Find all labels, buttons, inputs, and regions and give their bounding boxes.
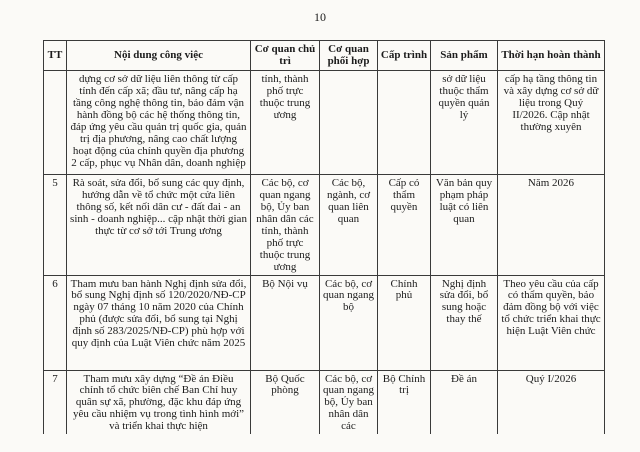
table-header-row [44,41,605,71]
cell-cap-trinh [378,70,431,174]
column-header-noi-dung: Nội dung công việc [67,41,251,71]
column-header-tt: TT [44,41,67,71]
table-body [44,70,605,434]
column-header-phoi-hop: Cơ quan phối hợp [320,41,378,71]
cell-thoi-han: cấp hạ tầng thông tin và xây dựng cơ sở dữ liệu trong Quý II/2026. Cập nhật thường xuyên [498,70,605,174]
cell-noi-dung: Tham mưu xây dựng “Đề án Điều chỉnh tổ chức biên chế Ban Chỉ huy quân sự xã, phường, đặc khu đáp ứng yêu cầu nhiệm vụ trong tình hình mới” và triển khai thực hiện [67,370,251,434]
work-plan-table [43,40,605,434]
cell-phoi-hop [320,70,378,174]
cell-san-pham: Văn bản quy phạm pháp luật có liên quan [431,174,498,275]
column-header-thoi-han: Thời hạn hoàn thành [498,41,605,71]
cell-phoi-hop: Các bộ, ngành, cơ quan liên quan [320,174,378,275]
cell-san-pham: Nghị định sửa đổi, bổ sung hoặc thay thế [431,275,498,370]
cell-noi-dung: dựng cơ sở dữ liệu liên thông từ cấp tỉnh đến cấp xã; đầu tư, nâng cấp hạ tầng công nghệ thông tin, bảo đảm vận hành đồng bộ các hệ thống thông tin, đáp ứng yêu cầu quản trị quốc gia, quản trị địa phương, nâng cao chất lượng hoạt động của chính quyền địa phương 2 cấp, phục vụ Nhân dân, doanh nghiệp [67,70,251,174]
cell-tt: 7 [44,370,67,434]
table-row [44,370,605,434]
cell-chu-tri: Các bộ, cơ quan ngang bộ, Ủy ban nhân dân các tỉnh, thành phố trực thuộc trung ương [251,174,320,275]
table-row [44,70,605,174]
cell-san-pham: sở dữ liệu thuộc thẩm quyền quản lý [431,70,498,174]
cell-cap-trinh: Chính phủ [378,275,431,370]
cell-thoi-han: Năm 2026 [498,174,605,275]
cell-cap-trinh: Cấp có thẩm quyền [378,174,431,275]
table-row [44,275,605,370]
cell-noi-dung: Tham mưu ban hành Nghị định sửa đổi, bổ sung Nghị định số 120/2020/NĐ-CP ngày 07 tháng 10 năm 2020 của Chính phủ (được sửa đổi, bổ sung tại Nghị định số 283/2025/NĐ-CP) phù hợp với quy định của Luật Viên chức năm 2025 [67,275,251,370]
cell-chu-tri: tỉnh, thành phố trực thuộc trung ương [251,70,320,174]
cell-san-pham: Đề án [431,370,498,434]
cell-phoi-hop: Các bộ, cơ quan ngang bộ [320,275,378,370]
column-header-san-pham: Sản phẩm [431,41,498,71]
cell-noi-dung: Rà soát, sửa đổi, bổ sung các quy định, hướng dẫn về tổ chức một cửa liên thông số, kết nối dân cư - đất đai - an sinh - doanh nghiệp... cập nhật thời gian thực từ cơ sở tới Trung ương [67,174,251,275]
cell-thoi-han: Quý I/2026 [498,370,605,434]
cell-tt [44,70,67,174]
cell-tt: 5 [44,174,67,275]
cell-thoi-han: Theo yêu cầu của cấp có thẩm quyền, bảo đảm đồng bộ với việc tổ chức triển khai thực hiện Luật Viên chức [498,275,605,370]
page-number: 10 [314,10,326,24]
cell-chu-tri: Bộ Nội vụ [251,275,320,370]
column-header-cap-trinh: Cấp trình [378,41,431,71]
table-row [44,174,605,275]
column-header-chu-tri: Cơ quan chủ trì [251,41,320,71]
cell-phoi-hop: Các bộ, cơ quan ngang bộ, Ủy ban nhân dân các [320,370,378,434]
cell-tt: 6 [44,275,67,370]
cell-cap-trinh: Bộ Chính trị [378,370,431,434]
cell-chu-tri: Bộ Quốc phòng [251,370,320,434]
